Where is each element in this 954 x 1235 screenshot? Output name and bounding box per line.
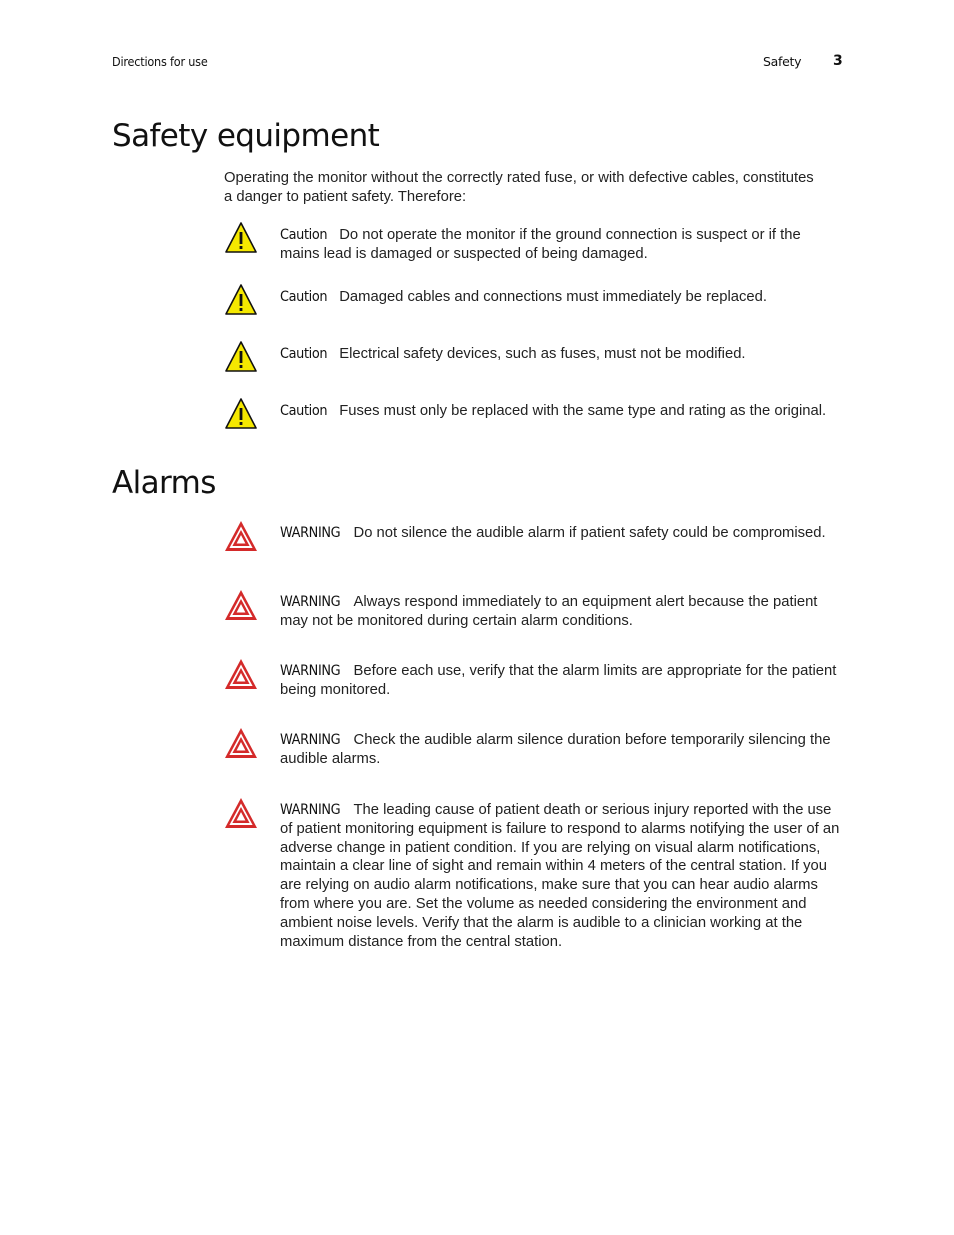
caution-body: Damaged cables and connections must immediately be replaced. [339,289,767,305]
warning-text [280,593,840,631]
warning-body: The leading cause of patient death or serious injury reported with the use of patient monitoring equipment is failure to respond to alarms notifying the user of an adverse change in patient condition. If you are relying on visual alarm notifications, maintain a clear line of sight and remain within 4 meters of the central station. If you are relying on audio alarm notifications, make sure that you can hear audio alarms from where you are. Set the volume as needed considering the environment and ambient noise levels. Verify that the alarm is audible to a clinician working at the maximum distance from the central station. [280,802,840,950]
caution-triangle-icon [224,340,258,374]
caution-label: Caution [280,346,328,362]
warning-label: WARNING [280,663,341,679]
caution-text [280,226,840,264]
warning-label: WARNING [280,525,341,541]
caution-body: Do not operate the monitor if the ground connection is suspect or if the mains lead is damaged or suspected of being damaged. [280,227,801,262]
heading-safety-equipment: Safety equipment [112,118,380,154]
caution-triangle-icon [224,283,258,317]
caution-body: Fuses must only be replaced with the same type and rating as the original. [339,403,827,419]
warning-body: Check the audible alarm silence duration before temporarily silencing the audible alarms. [280,732,831,767]
warning-triangle-icon [224,588,258,622]
caution-triangle-icon [224,221,258,255]
caution-body: Electrical safety devices, such as fuses, must not be modified. [339,346,746,362]
warning-triangle-icon [224,657,258,691]
caution-text [280,402,840,421]
header-doc-title: Directions for use [112,54,208,69]
warning-text [280,662,840,700]
warning-body: Always respond immediately to an equipment alert because the patient may not be monitored during certain alarm conditions. [280,594,818,629]
caution-triangle-icon [224,397,258,431]
warning-text [280,801,840,951]
caution-label: Caution [280,289,328,305]
warning-body: Before each use, verify that the alarm limits are appropriate for the patient being monitored. [280,663,837,698]
safety-intro: Operating the monitor without the correctly rated fuse, or with defective cables, constitutes a danger to patient safety. Therefore: [224,170,814,205]
warning-text [280,731,840,769]
caution-text [280,345,840,364]
caution-text [280,288,840,307]
warning-triangle-icon [224,519,258,553]
warning-label: WARNING [280,732,341,748]
warning-body: Do not silence the audible alarm if patient safety could be compromised. [353,525,826,541]
page-number: 3 [833,53,843,69]
warning-label: WARNING [280,594,341,610]
warning-triangle-icon [224,726,258,760]
warning-triangle-icon [224,796,258,830]
warning-text [280,524,840,543]
header-section: Safety [763,54,802,69]
heading-alarms: Alarms [112,465,216,501]
caution-label: Caution [280,403,328,419]
warning-label: WARNING [280,802,341,818]
caution-label: Caution [280,227,328,243]
